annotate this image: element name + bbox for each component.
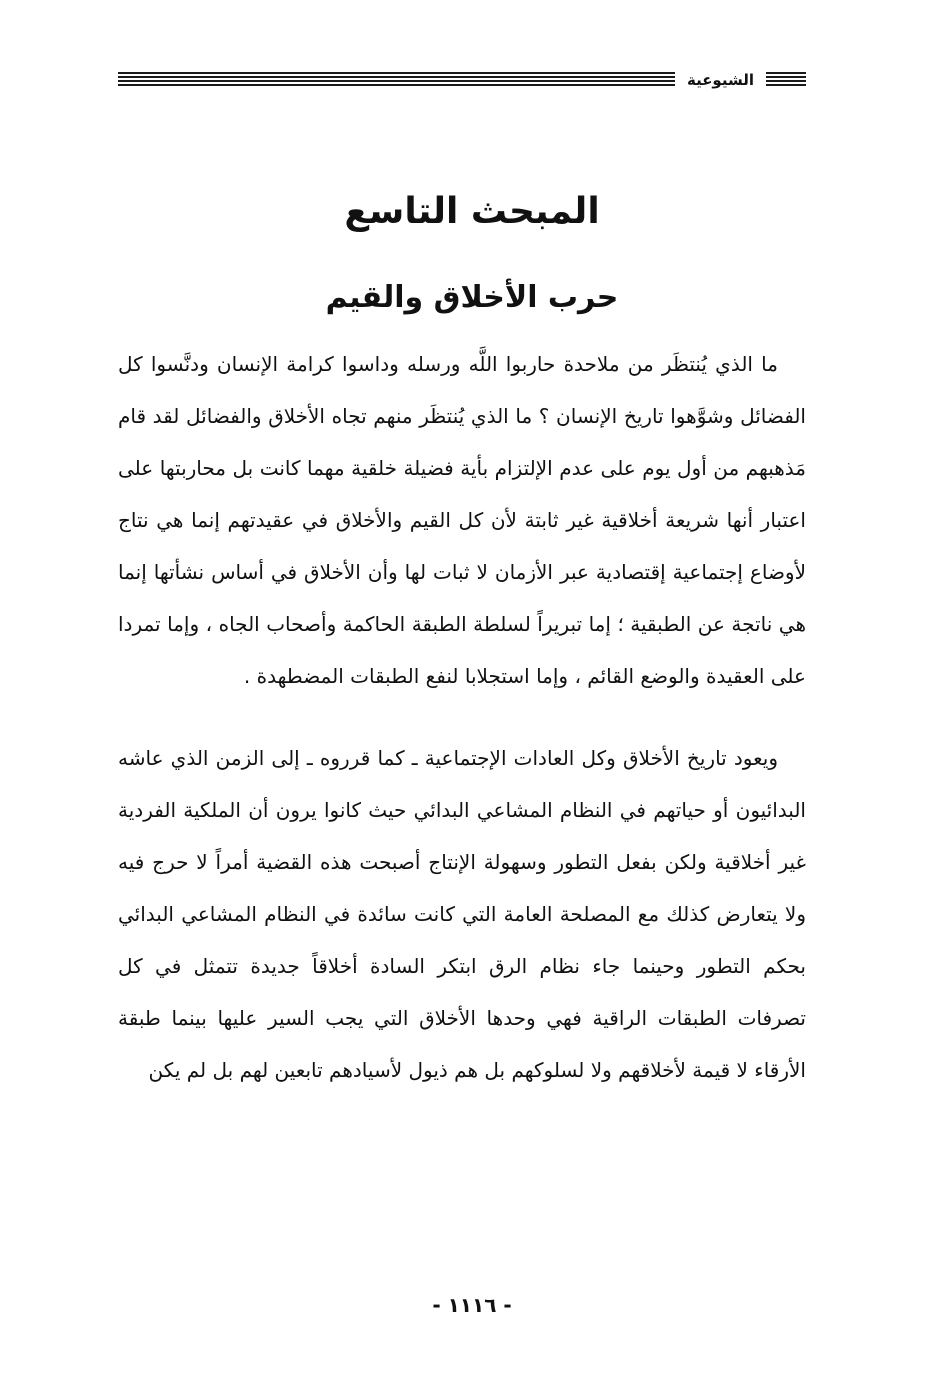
page-number: - ١١١٦ - — [432, 1293, 512, 1317]
chapter-title: المبحث التاسع — [344, 191, 600, 233]
body-text — [118, 338, 806, 1096]
running-header — [118, 66, 806, 94]
chapter-subtitle: حرب الأخلاق والقيم — [325, 279, 619, 315]
header-rule-short — [766, 72, 806, 88]
running-title: الشيوعية — [686, 71, 754, 89]
paragraph-1: ما الذي يُنتظَر من ملاحدة حاربوا اللَّه ورسله وداسوا كرامة الإنسان ودنَّسوا كل الفضائل وشوَّهوا تاريخ الإنسان ؟ ما الذي يُنتظَر منهم تجاه الأخلاق والفضائل لقد قام مَذهبهم من أول يوم على عدم الإلتزام بأية فضيلة خلقية مهما كانت بل محاربتها على اعتبار أنها شريعة أخلاقية غير ثابتة لأن كل القيم والأخلاق في عقيدتهم إنما هي نتاج لأوضاع إجتماعية إقتصادية عبر الأزمان لا ثبات لها وأن الأخلاق في أساس نشأتها إنما هي ناتجة عن الطبقية ؛ إما تبريراً لسلطة الطبقة الحاكمة وأصحاب الجاه ، وإما تمردا على العقيدة والوضع القائم ، وإما استجلابا لنفع الطبقات المضطهدة . — [118, 352, 806, 688]
header-rule-long — [118, 72, 675, 88]
paragraph-2: ويعود تاريخ الأخلاق وكل العادات الإجتماعية ـ كما قرروه ـ إلى الزمن الذي عاشه البدائيون أو حياتهم في النظام المشاعي البدائي حيث كانوا يرون أن الملكية الفردية غير أخلاقية ولكن بفعل التطور وسهولة الإنتاج أصبحت هذه القضية أمراً لا حرج فيه ولا يتعارض كذلك مع المصلحة العامة التي كانت سائدة في النظام المشاعي البدائي بحكم التطور وحينما جاء نظام الرق ابتكر السادة أخلاقاً جديدة تتمثل في كل تصرفات الطبقات الراقية فهي وحدها الأخلاق التي يجب السير عليها بينما طبقة الأرقاء لا قيمة لأخلاقهم ولا لسلوكهم بل هم ذيول لأسيادهم تابعين لهم بل لم يكن — [118, 746, 806, 1082]
